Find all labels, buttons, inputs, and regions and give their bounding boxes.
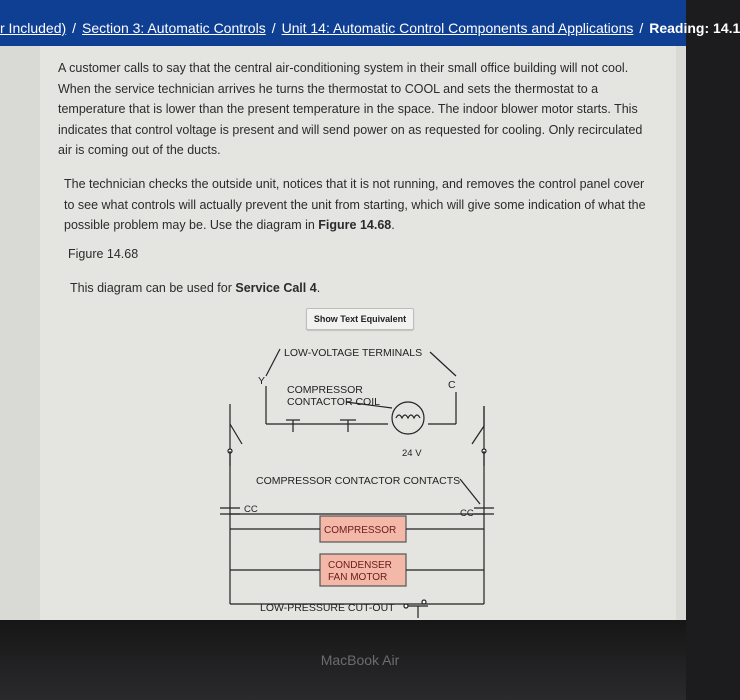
cc-right-label: CC	[460, 508, 474, 519]
breadcrumb-item-course[interactable]: r Included)	[0, 20, 67, 36]
lp-cutout-contact-left	[404, 604, 408, 608]
cc-left-label: CC	[244, 504, 258, 515]
breadcrumb	[0, 20, 740, 36]
condenser-fan-label-line2: FAN MOTOR	[328, 572, 388, 583]
terminal-c-label: C	[448, 379, 456, 391]
service-call-reference: Service Call 4	[235, 281, 317, 295]
lp-cutout-contact-right	[422, 600, 426, 604]
paragraph-text: The technician checks the outside unit, notices that it is not running, and removes the control panel cover to see what controls will actually prevent the unit from starting, which will give some indication of what the possible problem may be. Use the diagram in	[64, 177, 646, 232]
contacts-pointer	[460, 479, 480, 504]
left-switch-blade	[230, 424, 242, 444]
breadcrumb-separator: /	[271, 20, 276, 36]
terminal-c-pointer	[430, 352, 456, 376]
right-switch-blade	[472, 426, 484, 444]
terminal-y-label: Y	[258, 375, 266, 387]
breadcrumb-separator: /	[639, 20, 644, 36]
coil-voltage-label: 24 V	[402, 448, 422, 459]
breadcrumb-separator: /	[72, 20, 77, 36]
condenser-fan-label-line1: CONDENSER	[328, 560, 392, 571]
breadcrumb-item-unit[interactable]: Unit 14: Automatic Control Components and Applications	[281, 20, 634, 36]
breadcrumb-current: Reading: 14.1	[649, 20, 740, 36]
wiring-diagram	[40, 46, 676, 620]
breadcrumb-item-section[interactable]: Section 3: Automatic Controls	[82, 20, 266, 36]
show-text-equivalent-button[interactable]: Show Text Equivalent	[306, 308, 414, 330]
paragraph-end: .	[391, 218, 395, 232]
breadcrumb-bar	[0, 0, 740, 46]
low-voltage-terminals-label: LOW-VOLTAGE TERMINALS	[284, 347, 423, 359]
contactor-coil-label-line1: COMPRESSOR	[287, 384, 363, 396]
terminal-y-pointer	[266, 349, 280, 376]
figure-label: Figure 14.68	[68, 247, 139, 261]
caption-text: This diagram can be used for	[70, 281, 236, 295]
low-pressure-cutout-label: LOW-PRESSURE CUT-OUT	[260, 602, 395, 614]
caption-end: .	[316, 281, 321, 295]
figure-reference: Figure 14.68	[318, 218, 392, 232]
contactor-contacts-label: COMPRESSOR CONTACTOR CONTACTS	[256, 475, 461, 487]
paragraph-service-call: A customer calls to say that the central air-conditioning system in their small office building will not cool. When the service technician arrives he turns the thermostat to COOL and sets the thermostat to a temperature that is lower than the present temperature in the space. The indoor blower motor starts. This indicates that control voltage is present and will send power on as requested for cooling. Only recirculated air is coming out of the ducts.	[58, 61, 643, 157]
device-label: MacBook Air	[320, 652, 400, 668]
coil-winding	[396, 415, 420, 418]
reading-content	[40, 46, 676, 620]
compressor-label: COMPRESSOR	[324, 525, 397, 536]
contactor-coil-label-line2: CONTACTOR COIL	[287, 396, 380, 408]
